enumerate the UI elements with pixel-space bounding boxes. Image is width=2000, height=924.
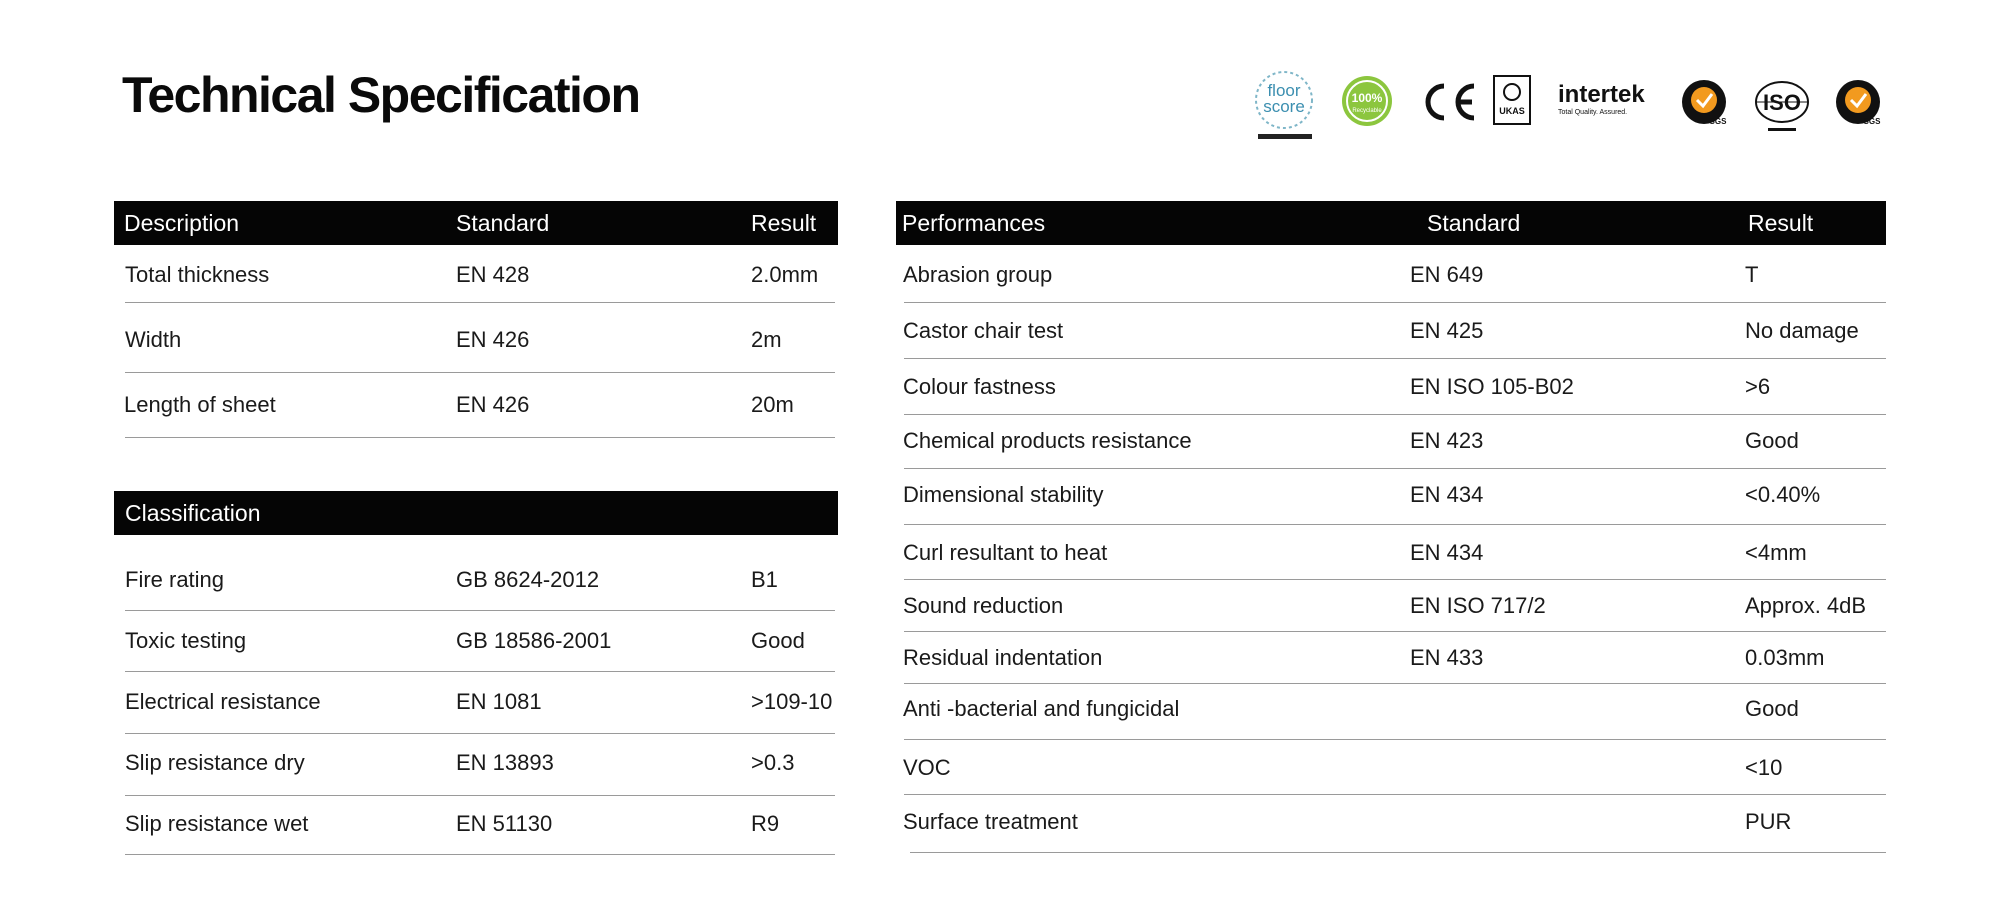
row-divider xyxy=(904,631,1886,632)
cell-performance: Dimensional stability xyxy=(903,482,1104,507)
row-divider xyxy=(125,372,835,373)
cell-description: Electrical resistance xyxy=(125,689,321,714)
header-standard: Standard xyxy=(456,210,550,236)
svg-text:100%: 100% xyxy=(1351,91,1383,105)
cell-standard: EN 426 xyxy=(456,327,530,352)
cell-standard: GB 18586-2001 xyxy=(456,628,612,653)
cell-standard: EN 649 xyxy=(1410,262,1484,287)
ce-mark-logo xyxy=(1418,80,1478,124)
header-result: Result xyxy=(751,210,817,236)
row-divider xyxy=(125,610,835,611)
cell-performance: VOC xyxy=(903,755,951,780)
cell-standard: EN 428 xyxy=(456,262,530,287)
ukas-logo xyxy=(1492,74,1532,126)
cell-result: >0.3 xyxy=(751,750,795,775)
cell-standard: EN 13893 xyxy=(456,750,554,775)
sgs-logo xyxy=(1680,78,1730,128)
cell-description: Width xyxy=(125,327,182,352)
classification-table xyxy=(114,491,838,861)
header-standard: Standard xyxy=(1427,210,1521,236)
cell-result: 20m xyxy=(751,392,794,417)
row-divider xyxy=(904,414,1886,415)
svg-text:UKAS: UKAS xyxy=(1499,106,1525,116)
classification-table-header xyxy=(114,491,838,535)
cell-result: <0.40% xyxy=(1745,482,1821,507)
performance-table-header xyxy=(896,201,1886,245)
description-table xyxy=(114,201,838,441)
header-performances: Performances xyxy=(902,210,1046,236)
row-divider xyxy=(904,524,1886,525)
cell-result: Good xyxy=(1745,428,1799,453)
page-title: Technical Specification xyxy=(122,67,640,123)
cell-result: >6 xyxy=(1745,374,1771,399)
row-divider xyxy=(904,358,1886,359)
header-classification: Classification xyxy=(125,500,261,526)
cell-standard: EN 433 xyxy=(1410,645,1484,670)
performance-table xyxy=(896,201,1886,861)
row-divider xyxy=(125,733,835,734)
cell-result: Good xyxy=(751,628,805,653)
cell-performance: Chemical products resistance xyxy=(903,428,1192,453)
cell-standard: EN 426 xyxy=(456,392,530,417)
cell-performance: Residual indentation xyxy=(903,645,1103,670)
cell-standard: EN 423 xyxy=(1410,428,1484,453)
cell-description: Fire rating xyxy=(125,567,225,592)
cell-standard: EN 1081 xyxy=(456,689,542,714)
cell-description: Slip resistance wet xyxy=(125,811,309,836)
cell-performance: Colour fastness xyxy=(903,374,1056,399)
header-result: Result xyxy=(1748,210,1814,236)
cell-standard: EN ISO 717/2 xyxy=(1410,593,1546,618)
cell-result: >109-10 xyxy=(751,689,833,714)
svg-text:intertek: intertek xyxy=(1558,81,1645,108)
row-divider xyxy=(125,795,835,796)
cell-standard: EN 434 xyxy=(1410,482,1484,507)
cell-standard: EN 434 xyxy=(1410,540,1484,565)
svg-text:SGS: SGS xyxy=(1709,117,1727,126)
row-divider xyxy=(125,671,835,672)
row-divider xyxy=(904,579,1886,580)
svg-text:Total Quality. Assured.: Total Quality. Assured. xyxy=(1558,109,1628,116)
recyclable-logo xyxy=(1340,74,1394,128)
cell-standard: EN 425 xyxy=(1410,318,1484,343)
cell-description: Toxic testing xyxy=(125,628,247,653)
cell-result: <4mm xyxy=(1745,540,1807,565)
cell-result: No damage xyxy=(1745,318,1859,343)
cell-performance: Castor chair test xyxy=(903,318,1064,343)
cell-performance: Anti -bacterial and fungicidal xyxy=(903,696,1180,721)
cell-result: PUR xyxy=(1745,809,1792,834)
svg-text:floor: floor xyxy=(1267,81,1301,100)
cell-standard: EN 51130 xyxy=(456,811,553,836)
row-divider xyxy=(125,437,835,438)
cell-result: 2m xyxy=(751,327,782,352)
svg-text:ISO: ISO xyxy=(1763,90,1801,115)
svg-text:Recyclable: Recyclable xyxy=(1352,108,1382,114)
cell-description: Length of sheet xyxy=(124,392,276,417)
header-description: Description xyxy=(124,210,240,236)
cell-result: Approx. 4dB xyxy=(1745,593,1867,618)
iso-logo xyxy=(1750,72,1814,136)
cell-standard: EN ISO 105-B02 xyxy=(1410,374,1574,399)
row-divider xyxy=(904,794,1886,795)
cell-result: T xyxy=(1745,262,1759,287)
row-divider xyxy=(904,468,1886,469)
row-divider xyxy=(904,739,1886,740)
cell-result: Good xyxy=(1745,696,1799,721)
row-divider xyxy=(125,854,835,855)
cell-performance: Sound reduction xyxy=(903,593,1064,618)
svg-text:SGS: SGS xyxy=(1863,117,1881,126)
cell-result: B1 xyxy=(751,567,778,592)
cell-result: 2.0mm xyxy=(751,262,819,287)
row-divider xyxy=(910,852,1886,853)
cell-description: Slip resistance dry xyxy=(125,750,305,775)
svg-text:score: score xyxy=(1263,97,1305,116)
cell-performance: Surface treatment xyxy=(903,809,1078,834)
row-divider xyxy=(904,683,1886,684)
cell-description: Total thickness xyxy=(125,262,270,287)
row-divider xyxy=(904,302,1886,303)
cell-performance: Abrasion group xyxy=(903,262,1053,287)
cell-result: R9 xyxy=(751,811,780,836)
cell-result: <10 xyxy=(1745,755,1783,780)
intertek-logo xyxy=(1556,80,1666,120)
cell-standard: GB 8624-2012 xyxy=(456,567,600,592)
description-table-header xyxy=(114,201,838,245)
floorscore-logo xyxy=(1250,70,1320,145)
row-divider xyxy=(125,302,835,303)
cell-result: 0.03mm xyxy=(1745,645,1825,670)
cell-performance: Curl resultant to heat xyxy=(903,540,1108,565)
certification-logos xyxy=(1240,70,1900,150)
sgs-logo-2 xyxy=(1834,78,1884,128)
